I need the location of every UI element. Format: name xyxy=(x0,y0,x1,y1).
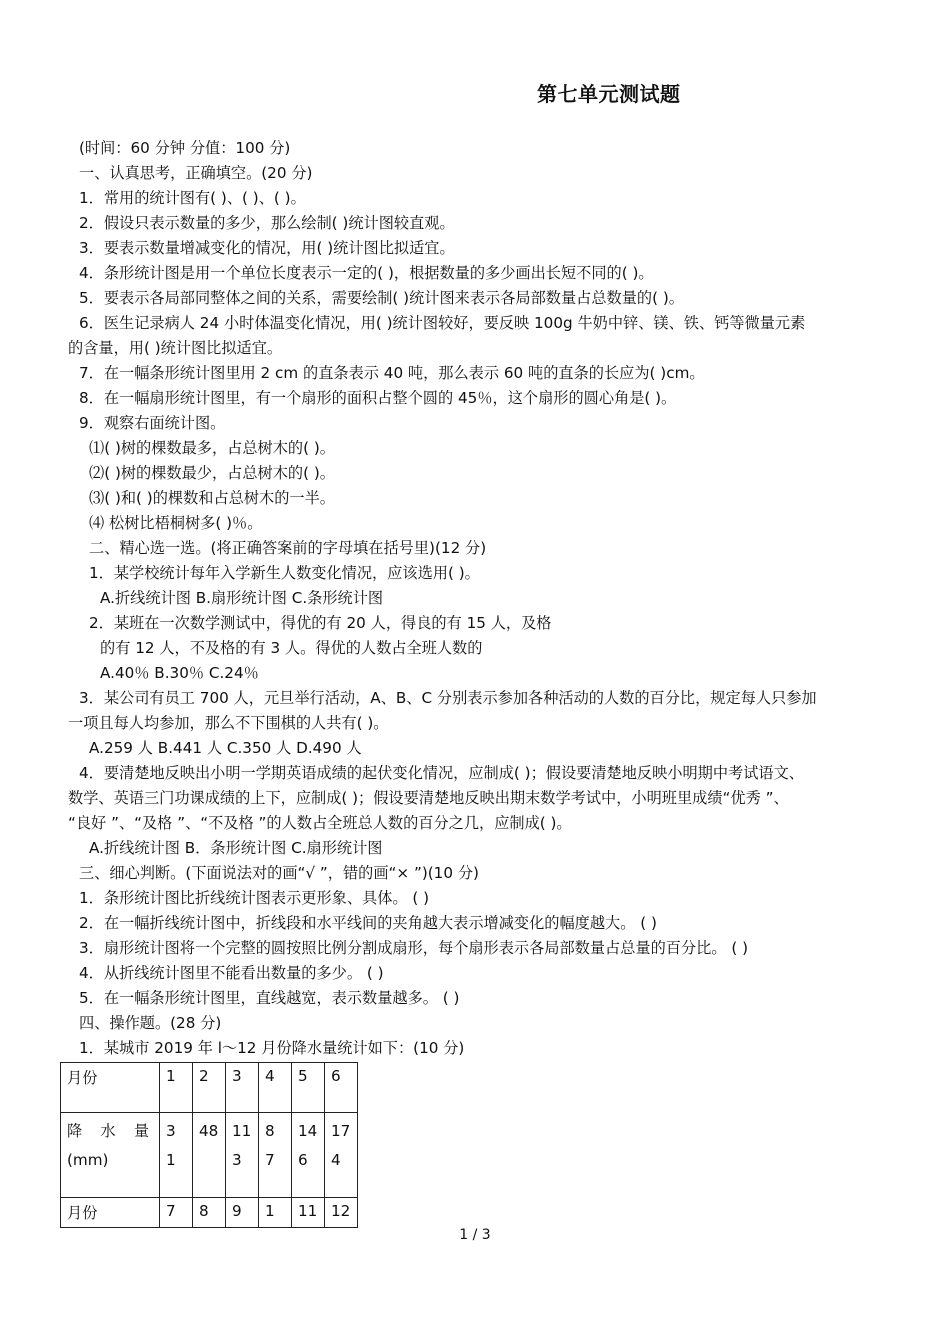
table-row xyxy=(61,1063,358,1113)
question-1-1: 1．常用的统计图有( )、( )、( )。 xyxy=(79,189,306,207)
question-2-4-cont1: 数学、英语三门功课成绩的上下，应制成( )；假设要清楚地反映出期末数学考试中，小明班里成绩“优秀 ”、 xyxy=(68,789,789,807)
question-1-2: 2．假设只表示数量的多少，那么绘制( )统计图较直观。 xyxy=(79,214,455,232)
question-1-6: 6．医生记录病人 24 小时体温变化情况，用( )统计图较好，要反映 100g 牛奶中锌、镁、铁、钙等微量元素 xyxy=(79,314,806,332)
question-4-1: 1．某城市 2019 年 l～12 月份降水量统计如下：(10 分) xyxy=(79,1039,465,1057)
time-score-info: (时间：60 分钟 分值：100 分) xyxy=(79,139,291,157)
question-2-2: 2．某班在一次数学测试中，得优的有 20 人，得良的有 15 人，及格 xyxy=(89,614,552,632)
table-cell: 8 7 xyxy=(259,1113,292,1198)
section-4-heading: 四、操作题。(28 分) xyxy=(79,1014,222,1032)
page-number: 1 / 3 xyxy=(459,1227,491,1243)
question-3-1: 1．条形统计图比折线统计图表示更形象、具体。 ( ) xyxy=(79,889,430,907)
table-header-month: 月份 xyxy=(61,1063,160,1113)
question-2-1: 1．某学校统计每年入学新生人数变化情况，应该选用( )。 xyxy=(89,564,480,582)
question-2-2-options: A.40％ B.30％ C.24％ xyxy=(100,664,259,682)
table-cell: 1 xyxy=(160,1063,193,1113)
question-1-9-sub2: ⑵( )树的棵数最少，占总树木的( )。 xyxy=(89,464,335,482)
question-2-3-options: A.259 人 B.441 人 C.350 人 D.490 人 xyxy=(89,739,362,757)
table-header-month-2: 月份 xyxy=(61,1198,160,1228)
table-cell: 2 xyxy=(193,1063,226,1113)
question-1-9-sub4: ⑷ 松树比梧桐树多( )％。 xyxy=(89,514,263,532)
question-1-3: 3．要表示数量增减变化的情况，用( )统计图比拟适宜。 xyxy=(79,239,455,257)
question-3-2: 2．在一幅折线统计图中，折线段和水平线间的夹角越大表示增减变化的幅度越大。 ( ) xyxy=(79,914,657,932)
table-cell: 8 xyxy=(193,1198,226,1228)
table-row xyxy=(61,1198,358,1228)
question-2-3: 3．某公司有员工 700 人，元旦举行活动，A、B、C 分别表示参加各种活动的人数的百分比，规定每人只参加 xyxy=(79,689,817,707)
question-2-3-cont: 一项且每人均参加，那么不下围棋的人共有( )。 xyxy=(68,714,389,732)
question-2-4: 4．要清楚地反映出小明一学期英语成绩的起伏变化情况，应制成( )；假设要清楚地反映小明期中考试语文、 xyxy=(79,764,804,782)
page-title: 第七单元测试题 xyxy=(537,82,681,106)
table-cell: 11 3 xyxy=(226,1113,259,1198)
question-1-9: 9．观察右面统计图。 xyxy=(79,414,226,432)
section-3-heading: 三、细心判断。(下面说法对的画“√ ”，错的画“× ”)(10 分) xyxy=(79,864,479,882)
rainfall-table xyxy=(60,1062,358,1228)
table-cell: 12 xyxy=(325,1198,358,1228)
table-header-rainfall: 降 水 量 (mm) xyxy=(61,1113,160,1198)
section-2-heading: 二、精心选一选。(将正确答案前的字母填在括号里)(12 分) xyxy=(89,539,487,557)
question-1-8: 8．在一幅扇形统计图里，有一个扇形的面积占整个圆的 45％，这个扇形的圆心角是( )。 xyxy=(79,389,677,407)
question-1-9-sub3: ⑶( )和( )的棵数和占总树木的一半。 xyxy=(89,489,335,507)
table-cell: 1 xyxy=(259,1198,292,1228)
question-3-3: 3．扇形统计图将一个完整的圆按照比例分割成扇形，每个扇形表示各局部数量占总量的百分比。 ( ) xyxy=(79,939,749,957)
table-cell: 6 xyxy=(325,1063,358,1113)
table-row xyxy=(61,1113,358,1198)
table-cell: 7 xyxy=(160,1198,193,1228)
question-3-5: 5．在一幅条形统计图里，直线越宽，表示数量越多。 ( ) xyxy=(79,989,460,1007)
table-cell: 48 xyxy=(193,1113,226,1198)
question-1-6-cont: 的含量，用( )统计图比拟适宜。 xyxy=(68,339,283,357)
question-2-4-cont2: “良好 ”、“及格 ”、“不及格 ”的人数占全班总人数的百分之几，应制成( )。 xyxy=(68,814,572,832)
question-2-2-cont: 的有 12 人，不及格的有 3 人。得优的人数占全班人数的 xyxy=(100,639,483,657)
table-cell: 9 xyxy=(226,1198,259,1228)
question-1-7: 7．在一幅条形统计图里用 2 cm 的直条表示 40 吨，那么表示 60 吨的直条的长应为( )cm。 xyxy=(79,364,705,382)
question-3-4: 4．从折线统计图里不能看出数量的多少。 ( ) xyxy=(79,964,384,982)
table-cell: 14 6 xyxy=(292,1113,325,1198)
section-1-heading: 一、认真思考，正确填空。(20 分) xyxy=(79,164,313,182)
table-cell: 5 xyxy=(292,1063,325,1113)
table-cell: 11 xyxy=(292,1198,325,1228)
question-2-1-options: A.折线统计图 B.扇形统计图 C.条形统计图 xyxy=(100,589,384,607)
table-cell: 17 4 xyxy=(325,1113,358,1198)
question-1-4: 4．条形统计图是用一个单位长度表示一定的( )，根据数量的多少画出长短不同的( )。 xyxy=(79,264,654,282)
table-cell: 3 1 xyxy=(160,1113,193,1198)
table-cell: 4 xyxy=(259,1063,292,1113)
question-2-4-options: A.折线统计图 B．条形统计图 C.扇形统计图 xyxy=(89,839,383,857)
table-cell: 3 xyxy=(226,1063,259,1113)
question-1-9-sub1: ⑴( )树的棵数最多，占总树木的( )。 xyxy=(89,439,335,457)
question-1-5: 5．要表示各局部同整体之间的关系，需要绘制( )统计图来表示各局部数量占总数量的( )。 xyxy=(79,289,684,307)
